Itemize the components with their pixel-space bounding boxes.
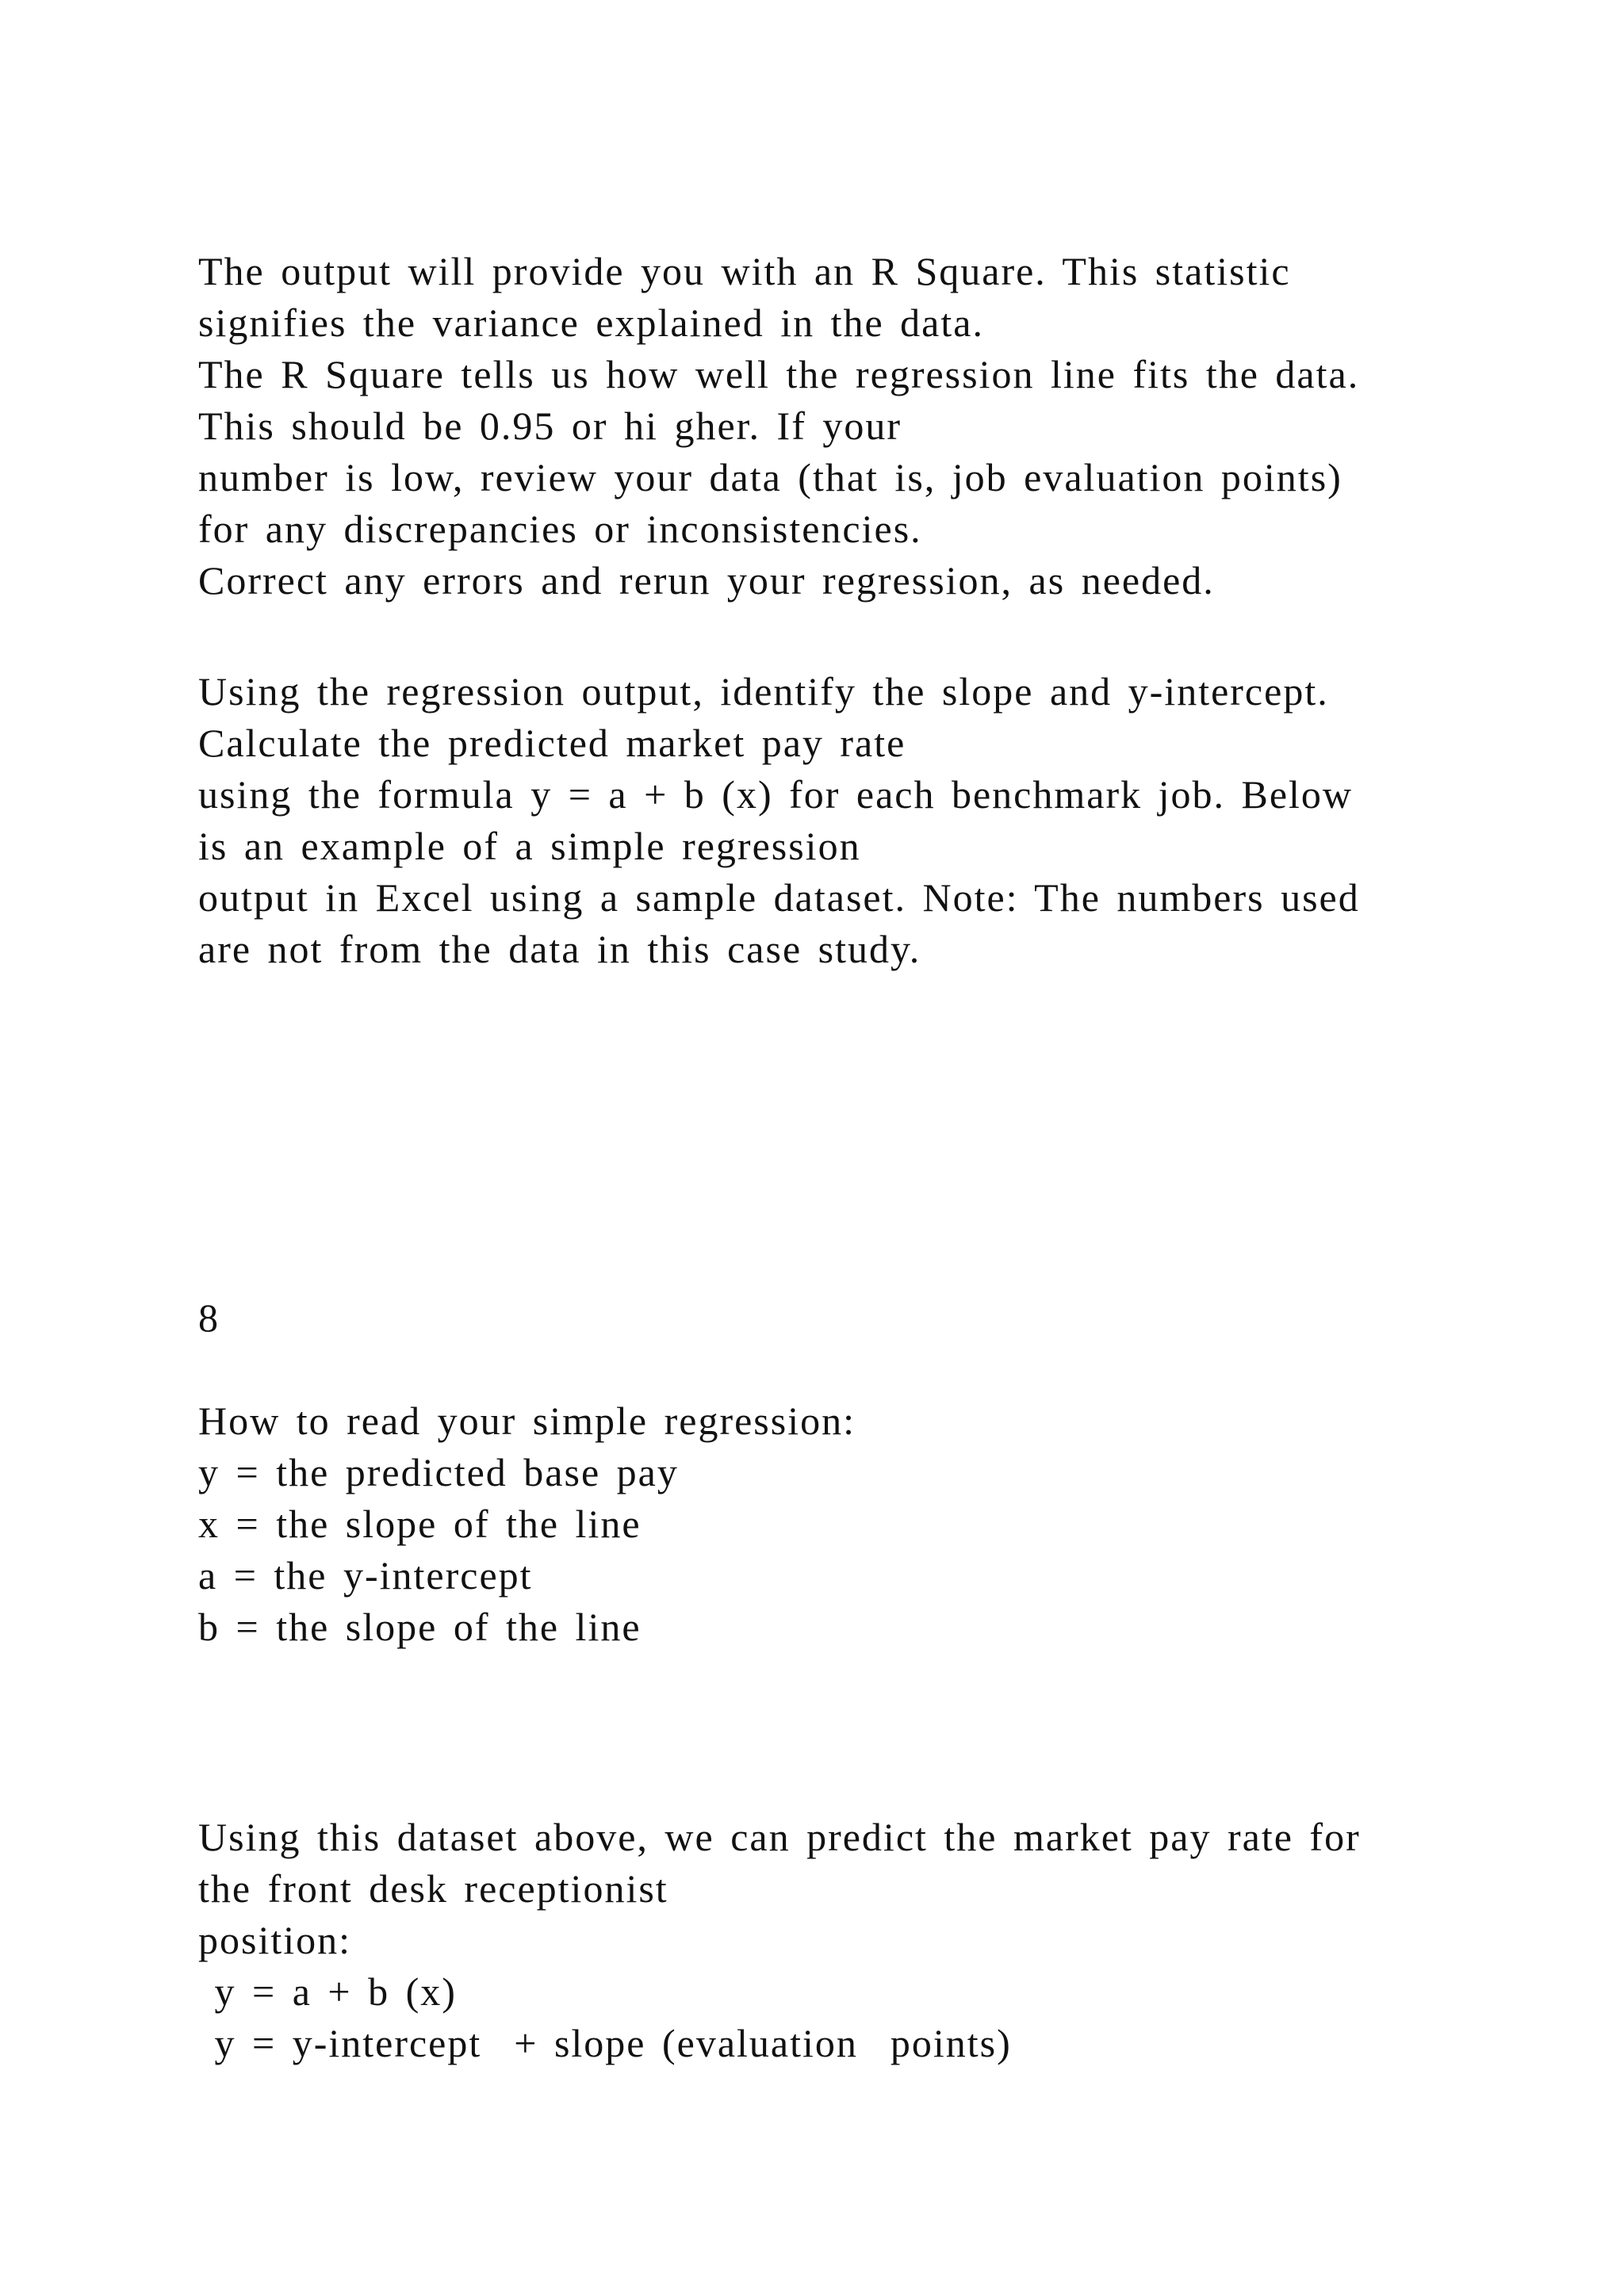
text-line: position: bbox=[198, 1918, 352, 1962]
page-number bbox=[198, 1292, 1499, 1344]
formula-line: y = a + b (x) bbox=[198, 1969, 457, 2014]
definition-line: y = the predicted base pay bbox=[198, 1450, 679, 1494]
r-square-paragraph bbox=[198, 246, 1499, 607]
text-line: Calculate the predicted market pay rate bbox=[198, 721, 906, 765]
section-heading: How to read your simple regression: bbox=[198, 1399, 856, 1443]
page-number-text: 8 bbox=[198, 1295, 220, 1340]
text-line: is an example of a simple regression bbox=[198, 824, 861, 868]
text-line: Correct any errors and rerun your regression, as needed. bbox=[198, 558, 1215, 603]
text-line: for any discrepancies or inconsistencies. bbox=[198, 507, 922, 551]
text-line: output in Excel using a sample dataset. Note: The numbers used bbox=[198, 875, 1360, 920]
text-line: The output will provide you with an R Square. This statistic bbox=[198, 249, 1291, 293]
text-line: using the formula y = a + b (x) for each benchmark job. Below bbox=[198, 772, 1354, 817]
text-line: number is low, review your data (that is, job evaluation points) bbox=[198, 455, 1342, 499]
text-line: Using the regression output, identify the slope and y-intercept. bbox=[198, 669, 1329, 714]
text-line: are not from the data in this case study. bbox=[198, 927, 921, 971]
definition-line: x = the slope of the line bbox=[198, 1502, 642, 1546]
how-to-read-section bbox=[198, 1395, 1499, 1653]
text-line: The R Square tells us how well the regression line fits the data. bbox=[198, 352, 1360, 396]
definition-line: b = the slope of the line bbox=[198, 1605, 642, 1649]
text-line: This should be 0.95 or hi gher. If your bbox=[198, 404, 902, 448]
definition-line: a = the y-intercept bbox=[198, 1553, 533, 1598]
text-line: the front desk receptionist bbox=[198, 1866, 668, 1911]
prediction-section bbox=[198, 1812, 1499, 2069]
text-line: signifies the variance explained in the data. bbox=[198, 300, 984, 345]
text-line: Using this dataset above, we can predict the market pay rate for bbox=[198, 1815, 1361, 1859]
regression-output-paragraph bbox=[198, 666, 1499, 975]
formula-line: y = y-intercept + slope (evaluation points) bbox=[198, 2021, 1012, 2065]
